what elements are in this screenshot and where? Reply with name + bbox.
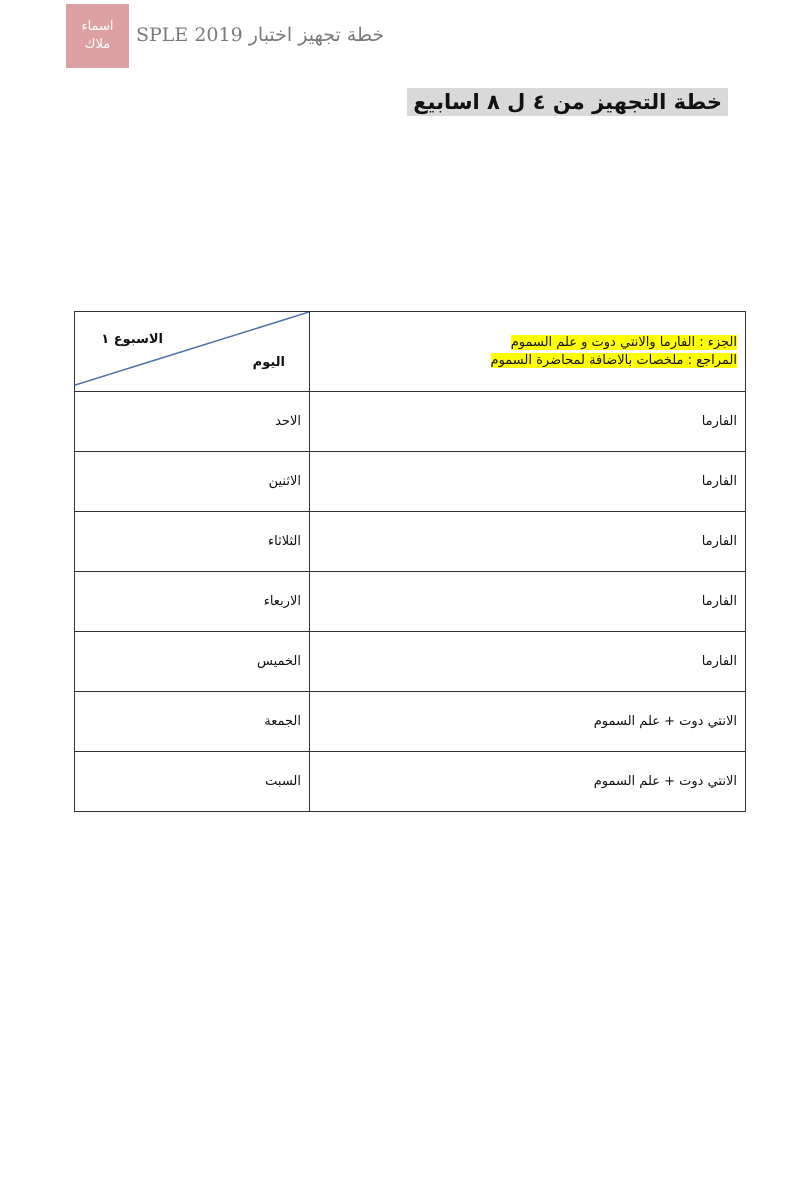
table-row [75,392,746,452]
day-cell: الاحد [75,392,310,452]
day-cell: السبت [75,752,310,812]
content-cell: الفارما [310,512,746,572]
author-logo [66,4,129,68]
day-cell: الجمعة [75,692,310,752]
day-cell: الثلاثاء [75,512,310,572]
references-line: المراجع : ملخصات بالاضافة لمحاضرة السموم [490,352,737,368]
document-header-title: خطة تجهيز اختبار SPLE 2019 [136,24,385,46]
section-info-cell [310,312,746,392]
table-row [75,452,746,512]
content-cell: الفارما [310,452,746,512]
content-cell: الفارما [310,392,746,452]
content-cell: الفارما [310,572,746,632]
content-cell: الفارما [310,632,746,692]
week-label: الاسبوع ١ [101,332,163,347]
content-cell: الانتي دوت + علم السموم [310,752,746,812]
table-row [75,752,746,812]
part-line: الجزء : الفارما والانتي دوت و علم السموم [510,334,737,350]
day-column-label: اليوم [252,355,285,370]
page-title: خطة التجهيز من ٤ ل ٨ اسابيع [407,88,728,116]
day-cell: الاربعاء [75,572,310,632]
diagonal-header-cell [75,312,310,392]
diagonal-divider [75,312,309,391]
logo-line-2: ملاك [84,37,111,52]
day-cell: الخميس [75,632,310,692]
logo-line-1: اسماء [81,19,114,34]
table-row [75,632,746,692]
table-row [75,572,746,632]
content-cell: الانتي دوت + علم السموم [310,692,746,752]
study-plan-table [74,311,746,812]
table-row [75,692,746,752]
day-cell: الاثنين [75,452,310,512]
table-header-row [75,312,746,392]
table-row [75,512,746,572]
